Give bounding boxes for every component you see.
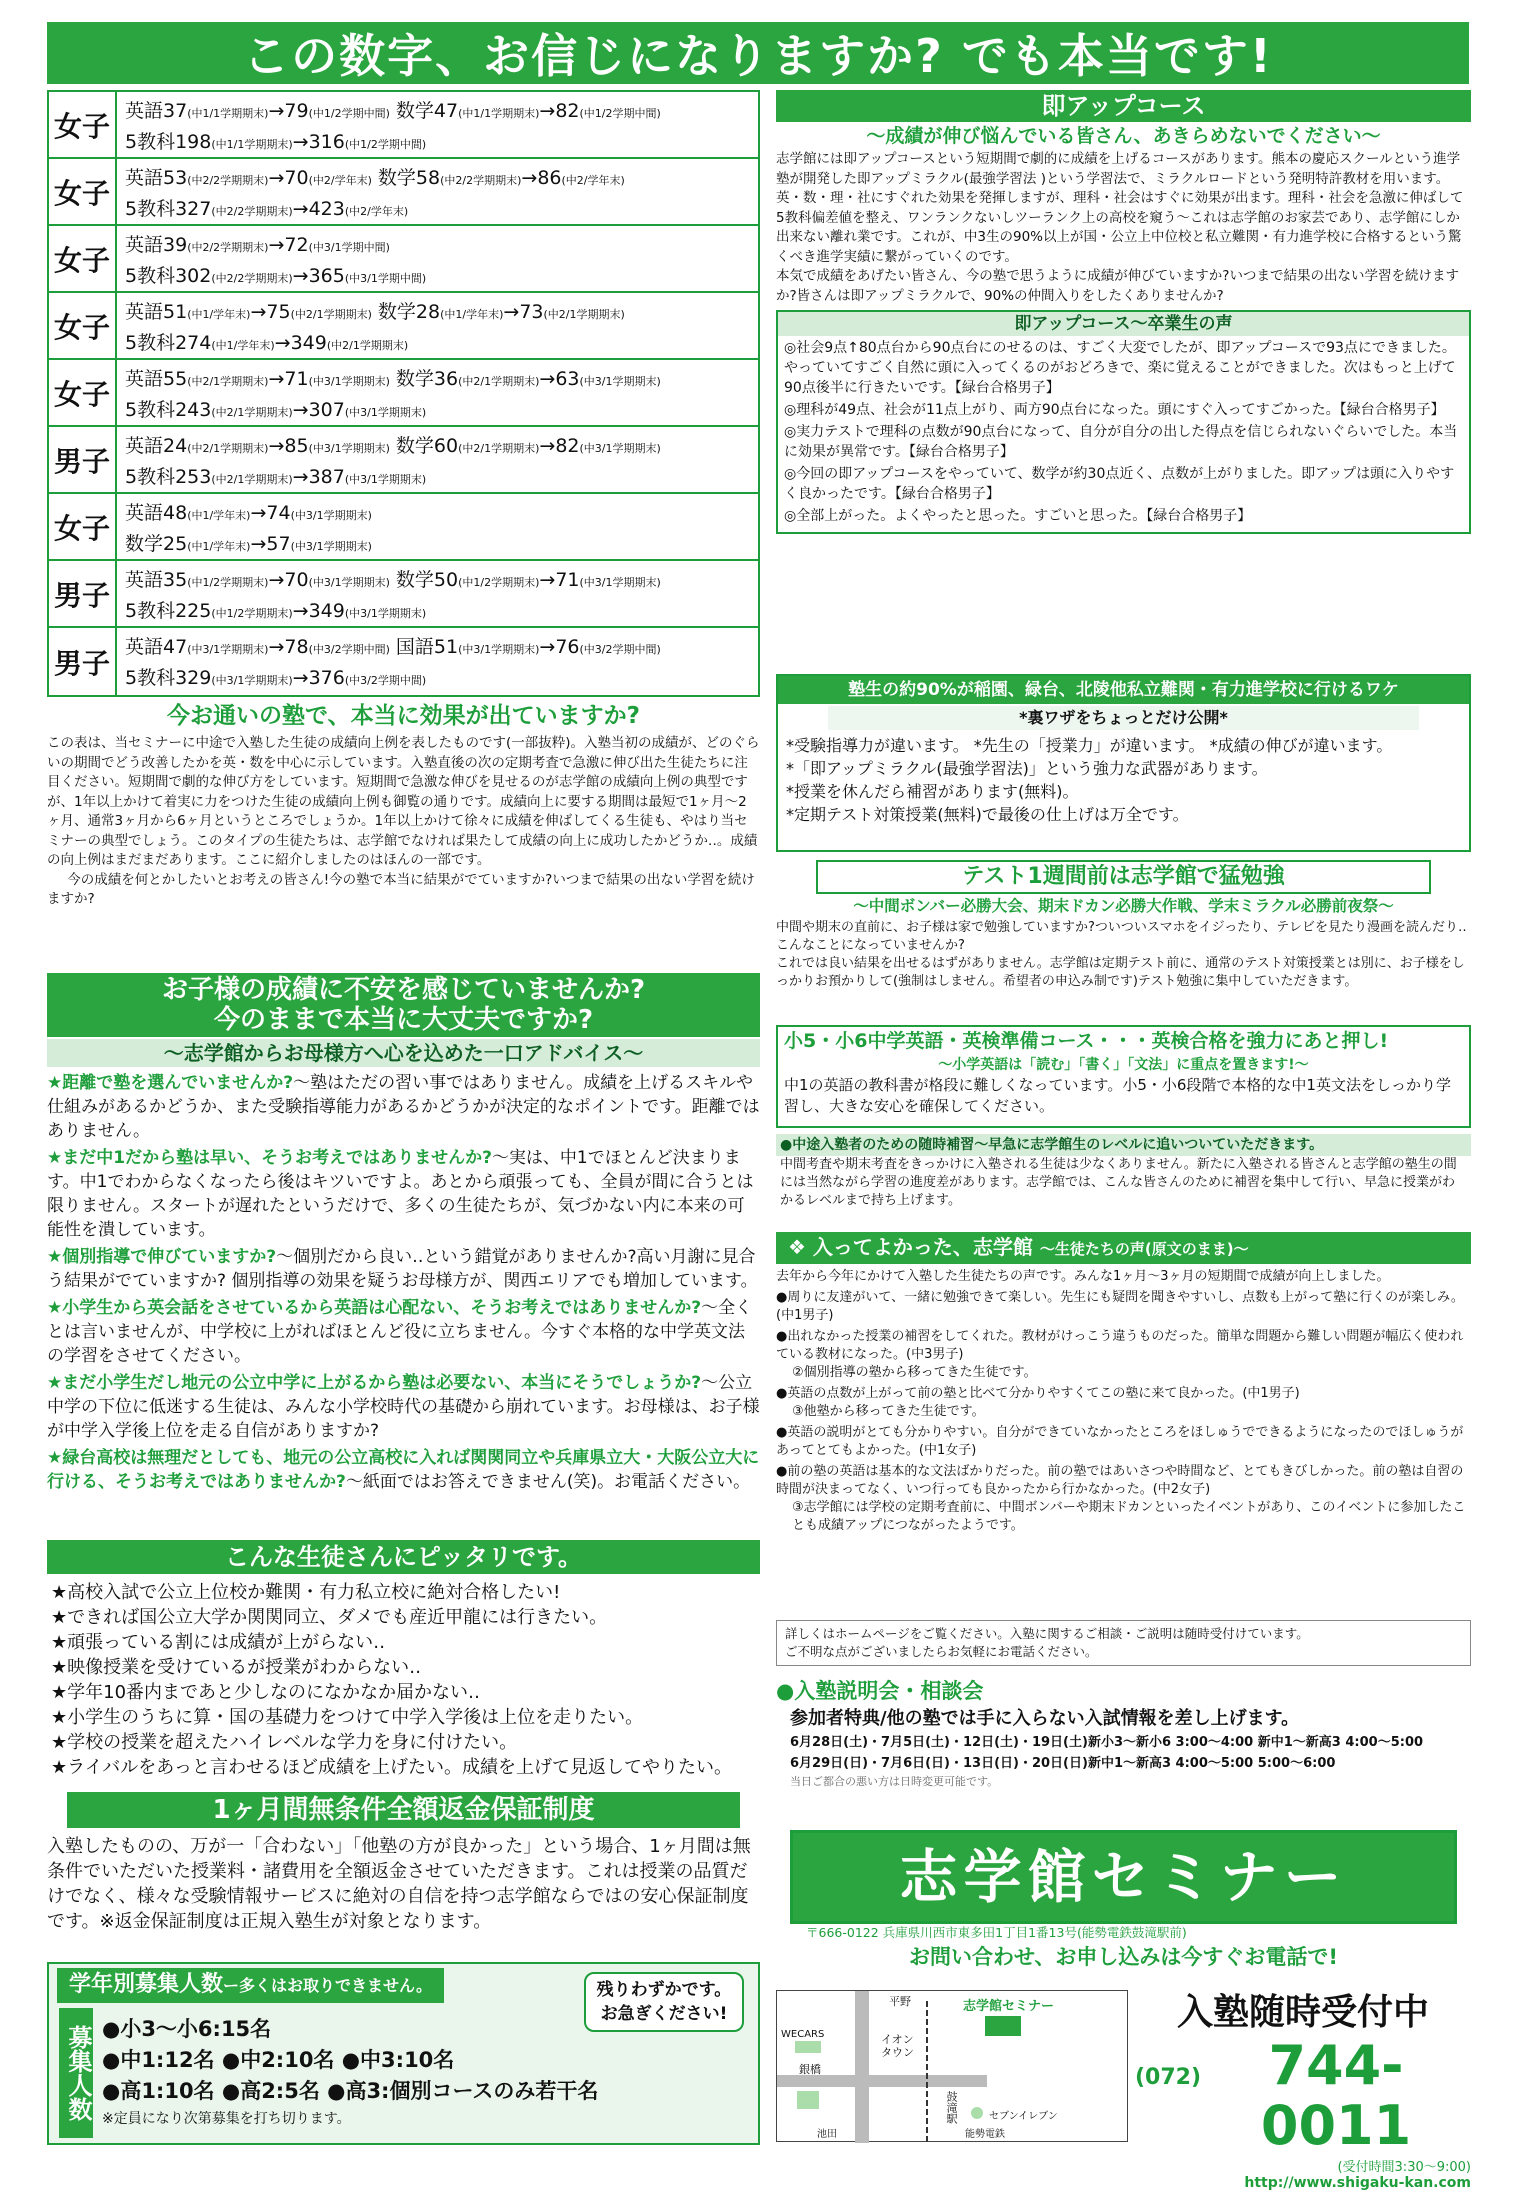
graduate-voice: ◎全部上がった。よくやったと思った。すごいと思った。【緑台合格男子】 [784, 508, 1252, 524]
result-line1: 英語55(中2/1学期期末)→71(中3/1学期期末) 数学36(中2/1学期期末)→63(中3/1学期期末) [125, 368, 661, 390]
advice-answer: 〜実は、中1でほとんど決まります。中1でわからなくなったら後はキツいですよ。あとから頑張っても、全員が間に合うとは限りません。スタートが遅れたというだけで、多くの生徒たちが、気づかない内に本来の可能性を潰しています。 [47, 1148, 754, 1240]
call-now-text: お問い合わせ、お申し込みは今すぐお電話で! [909, 1945, 1338, 1969]
secret-item: *受験指導力が違います。 *先生の「授業力」が違います。 *成績の伸びが違います。 [786, 736, 1393, 755]
advice-item [47, 1071, 760, 1143]
advice-answer: 〜塾はただの習い事ではありません。成績を上げるスキルや仕組みがあるかどうか、また受験指導能力があるかどうかが決定的なポイントです。距離ではありません。 [47, 1073, 760, 1141]
fit-section [47, 1540, 760, 1780]
student-voice-text: ●出れなかった授業の補習をしてくれた。教材がけっこう違うものだった。簡単な問題から難しい問題が幅広く使われている教材になった。(中3男子) [776, 1329, 1464, 1362]
recruit-heading-sub: ー多くはお取りできません。 [223, 1976, 432, 1995]
map-road-vertical [855, 1991, 869, 2143]
secret-item: *定期テスト対策授業(無料)で最後の仕上げは万全です。 [786, 805, 1189, 824]
website-link[interactable]: http://www.shigaku-kan.com [1244, 2175, 1471, 2191]
access-map [776, 1990, 1128, 2142]
result-gender: 女子 [49, 293, 117, 358]
secret-subheading: *裏ワザをちょっとだけ公開* [828, 706, 1419, 730]
guarantee-heading: 1ヶ月間無条件全額返金保証制度 [67, 1792, 740, 1828]
graduate-voice: ◎社会9点↑80点台から90点台にのせるのは、すごく大変でしたが、即アップコースで93点にできました。やっていてすごく自然に頭に入ってくるのがおどろきで、楽に覚えることができました。次はもっと上げて90点後半に行きたいです。【緑台合格男子】 [784, 340, 1456, 396]
test-subheading: 〜中間ボンバー必勝大会、期末ドカン必勝大作戦、学末ミラクル必勝前夜祭〜 [853, 897, 1394, 915]
briefing-section [776, 1676, 1471, 1790]
result-line1: 英語39(中2/2学期期末)→72(中3/1学期中間) [125, 234, 390, 256]
recruit-section [47, 1962, 760, 2145]
recruit-line2: ●中1:12名 ●中2:10名 ●中3:10名 [102, 2048, 455, 2072]
map-label-wecars: WECARS [781, 2029, 825, 2040]
result-line2: 5教科198(中1/1学期期末)→316(中1/2学期中間) [125, 131, 427, 153]
midway-section [776, 1134, 1471, 1210]
result-gender: 女子 [49, 494, 117, 559]
effect-heading: 今お通いの塾で、本当に効果が出ていますか? [167, 703, 640, 729]
upcourse-section [776, 90, 1471, 534]
student-voice-text: ●前の塾の英語は基本的な文法ばかりだった。前の塾ではあいさつや時間など、とてもきびしかった。前の塾は自習の時間が決まってなく、いつ行っても良かったから行かなかった。(中2女子) [776, 1464, 1464, 1497]
result-gender: 女子 [49, 226, 117, 291]
result-line2: 5教科329(中3/1学期期末)→376(中3/2学期中間) [125, 667, 427, 689]
result-line1: 英語53(中2/2学期期末)→70(中2/学年末) 数学58(中2/2学期期末)→86(中2/学年末) [125, 167, 625, 189]
advice-heading2: 今のままで本当に大丈夫ですか? [213, 1005, 594, 1035]
result-line2: 5教科225(中1/2学期期末)→349(中3/1学期期末) [125, 600, 427, 622]
map-label-school: 志学館セミナー [963, 1999, 1055, 2014]
graduate-voice: ◎今回の即アップコースをやっていて、数学が約30点近く、点数が上がりました。即アップは頭に入りやすく良かったです。【緑台合格男子】 [784, 466, 1455, 502]
english-section [776, 1025, 1471, 1128]
result-gender: 男子 [49, 628, 117, 695]
student-voice-list [776, 1289, 1471, 1535]
advice-item [47, 1446, 760, 1494]
advice-question: ★まだ小学生だし地元の公立中学に上がるから塾は必要ない、本当にそうでしょうか? [47, 1373, 702, 1393]
graduate-voice: ◎実力テストで理科の点数が90点台になって、自分が自分の出した得点を信じられないぐらいでした。本当に効果が異常です。【緑台合格男子】 [784, 424, 1458, 460]
results-table [47, 90, 760, 697]
graduate-voice: ◎理科が49点、社会が11点上がり、両方90点台になった。頭にすぐ入ってすごかった。【緑台合格男子】 [784, 402, 1445, 418]
recruit-line1: ●小3〜小6:15名 [102, 2017, 272, 2041]
test-body: 中間や期末の直前に、お子様は家で勉強していますか?ついついスマホをイジったり、テレビを見たり漫画を読んだり‥こんなことになっていませんか? [776, 920, 1467, 953]
guarantee-body: 入塾したものの、万が一「合わない」「他塾の方が良かった」という場合、1ヶ月間は無条件でいただいた授業料・諸費用を全額返金させていただきます。これは授業の品質だけでなく、様々な受験情報サービスに絶対の自信を持つ志学館ならではの安心保証制度です。※返金保証制度は正規入塾生が対象となります。 [47, 1836, 751, 1932]
secret-item: *授業を休んだら補習があります(無料)。 [786, 782, 1079, 801]
result-line2: 5教科253(中2/1学期期末)→387(中3/1学期期末) [125, 466, 427, 488]
upcourse-body: 志学館には即アップコースという短期間で劇的に成績を上げるコースがあります。熊本の慶応スクールという進学塾が開発した即アップミラクル(最強学習法 )という学習法で、ミラクルロードという発明特許教材を用います。英・数・理・社にすぐれた効果を発揮しますが、理科・社会はすぐに効果が出ます。理科・社会を急激に伸ばして5教科偏差値を整え、ワンランクないしツーランク上の高校を窺う〜これは志学館のお家芸であり、志学館にしか出来ない離れ業です。これが、中3生の90%以上が国・公立上中位校と私立難関・有力進学校に合格するという驚くべき進学実績に繋がっていくのです。 [776, 151, 1464, 265]
result-row [49, 427, 758, 494]
school-logo: 志学館セミナー [790, 1830, 1457, 1924]
phone-area-code[interactable]: (072) [1135, 2065, 1202, 2090]
fit-item: ★ライバルをあっと言わせるほど成績を上げたい。成績を上げて見返してやりたい。 [51, 1757, 733, 1778]
accept-text: 入塾随時受付中 [1176, 1992, 1429, 2033]
advice-answer: 〜個別だから良い‥という錯覚がありませんか?高い月謝に見合う結果がでていますか? 個別指導の効果を疑うお母様方が、関西エリアでも増加しています。 [47, 1247, 758, 1291]
student-voice-remark: ③志学館には学校の定期考査前に、中間ボンバーや期末ドカンといったイベントがあり、このイベントに参加したことも成績アップにつながったようです。 [792, 1500, 1466, 1533]
advice-item [47, 1146, 760, 1242]
result-row [49, 226, 758, 293]
midway-heading: ●中途入塾者のための随時補習〜早急に志学館生のレベルに追いついていただきます。 [776, 1134, 1471, 1156]
english-heading: 小5・小6中学英語・英検準備コース・・・英検合格を強力にあと押し! [784, 1030, 1389, 1052]
english-subheading: 〜小学英語は「読む」「書く」「文法」に重点を置きます!〜 [938, 1057, 1309, 1073]
advice-question: ★小学生から英会話をさせているから英語は心配ない、そうお考えではありませんか? [47, 1298, 702, 1318]
english-body: 中1の英語の教科書が格段に難しくなっています。小5・小6段階で本格的な中1英文法をしっかり学習し、大きな安心を確保してください。 [784, 1076, 1451, 1115]
student-voice-text: ●英語の点数が上がって前の塾と比べて分かりやすくてこの塾に来て良かった。(中1男子) [776, 1386, 1300, 1401]
advice-answer: 〜紙面ではお答えできません(笑)。お電話ください。 [345, 1472, 751, 1492]
result-line1: 英語24(中2/1学期期末)→85(中3/1学期期末) 数学60(中2/1学期期末)→82(中3/1学期期末) [125, 435, 661, 457]
student-voice-text: ●周りに友達がいて、一緒に勉強できて楽しい。先生にも疑問を聞きやすいし、点数も上がって塾に行くのが楽しみ。(中1男子) [776, 1290, 1464, 1323]
map-school-marker [985, 2016, 1021, 2036]
advice-section [47, 973, 760, 1497]
result-row [49, 293, 758, 360]
briefing-note: 当日ご都合の悪い方は日時変更可能です。 [790, 1775, 999, 1788]
recruit-heading: 学年別募集人数 [69, 1972, 224, 1997]
result-row [49, 561, 758, 628]
upcourse-subheading: 〜成績が伸び悩んでいる皆さん、あきらめないでください〜 [866, 125, 1381, 147]
guarantee-section [47, 1792, 760, 1934]
map-seven-marker [971, 2107, 983, 2119]
map-label-station: 鼓滝駅 [945, 2091, 958, 2124]
recruit-side-label: 募集人数 [59, 2008, 93, 2138]
reception-hours: (受付時間3:30〜9:00) [1337, 2160, 1471, 2175]
fit-item: ★高校入試で公立上位校か難関・有力私立校に絶対合格したい! [51, 1582, 561, 1603]
student-voice-intro: 去年から今年にかけて入塾した生徒たちの声です。みんな1ヶ月〜3ヶ月の短期間で成績が向上しました。 [776, 1269, 1390, 1284]
secret-heading: 塾生の約90%が稲園、緑台、北陵他私立難関・有力進学校に行けるワケ [778, 676, 1469, 704]
result-line2: 数学25(中1/学年末)→57(中3/1学期期末) [125, 533, 372, 555]
upcourse-heading: 即アップコース [776, 90, 1471, 122]
briefing-date1: 6月28日(土)・7月5日(土)・12日(土)・19日(土)新小3〜新小6 3:00〜4:00 新中1〜新高3 4:00〜5:00 [790, 1735, 1424, 1750]
detail-box [776, 1620, 1471, 1666]
school-address: 〒666-0122 兵庫県川西市東多田1丁目1番13号(能勢電鉄鼓滝駅前) [806, 1925, 1187, 1940]
effect-body2: 今の成績を何とかしたいとお考えの皆さん!今の塾で本当に結果がでていますか?いつまで結果の出ない学習を続けますか? [47, 871, 755, 907]
briefing-perk: 参加者特典/他の塾では手に入らない入試情報を差し上げます。 [790, 1708, 1300, 1729]
student-voice-text: ●英語の説明がとても分かりやすい。自分ができていなかったところをほしゅうでできるようになったのでほしゅうがあってとてもよかった。(中1女子) [776, 1425, 1464, 1458]
result-line2: 5教科327(中2/2学期期末)→423(中2/学年末) [125, 198, 409, 220]
fit-item: ★学校の授業を超えたハイレベルな学力を身に付けたい。 [51, 1732, 518, 1753]
student-voice [776, 1289, 1471, 1325]
student-voice [776, 1463, 1471, 1535]
result-line2: 5教科243(中2/1学期期末)→307(中3/1学期期末) [125, 399, 427, 421]
test-heading: テスト1週間前は志学館で猛勉強 [816, 860, 1431, 894]
school-section [776, 1830, 1471, 1972]
result-line1: 英語51(中1/学年末)→75(中2/1学期期末) 数学28(中1/学年末)→73(中2/1学期期末) [125, 301, 625, 323]
phone-number[interactable]: 744-0011 [1260, 2034, 1412, 2157]
student-voice-heading-sub: 〜生徒たちの声(原文のまま)〜 [1039, 1240, 1249, 1258]
recruit-line3: ●高1:10名 ●高2:5名 ●高3:個別コースのみ若干名 [102, 2079, 599, 2103]
student-voice-heading: 入ってよかった、志学館 [812, 1235, 1033, 1259]
result-row [49, 628, 758, 695]
midway-body: 中間考査や期末考査をきっかけに入塾される生徒は少なくありません。新たに入塾される皆さんと志学館の塾生の間には当然ながら学習の進度差があります。志学館では、こんな皆さんのために補習を集中して行い、早急に授業がわかるレベルまで持ち上げます。 [780, 1157, 1457, 1208]
fit-item: ★頑張っている割には成績が上がらない‥ [51, 1632, 386, 1653]
map-label-hirano: 平野 [889, 1995, 911, 2008]
result-line1: 英語47(中3/1学期期末)→78(中3/2学期中間) 国語51(中3/1学期期末)→76(中3/2学期中間) [125, 636, 661, 658]
effect-section [47, 700, 760, 910]
map-bank-marker [797, 2091, 819, 2109]
result-line2: 5教科274(中1/学年末)→349(中2/1学期期末) [125, 332, 409, 354]
secret-item: *「即アップミラクル(最強学習法)」という強力な武器があります。 [786, 759, 1268, 778]
fit-list [47, 1580, 760, 1780]
advice-question: ★個別指導で伸びていますか? [47, 1247, 277, 1267]
effect-body: この表は、当セミナーに中途で入塾した生徒の成績向上例を表したものです(一部抜粋)。入塾当初の成績が、どのぐらいの期間でどう改善したかを英・数を中心に示しています。入塾直後の次の定期考査で急激に伸び出た生徒たちに注目ください。短期間で劇的な伸び方をしています。短期間で急激な伸びを見せるのが志学館の成績向上例の典型ですが、1年以上かけて着実に力をつけた生徒の成績向上例も御覧の通りです。成績向上に要する期間は最短で1ヶ月〜2ヶ月、通常3ヶ月から6ヶ月というところでしょうか。1年以上かけて徐々に成績を伸ばしてくる生徒も、やはり当セミナーの典型でしょう。このタイプの生徒たちは、志学館でなければ果たして成績の向上に成功したかどうか‥。成績の向上例はまだまだあります。ここに紹介しましたのはほんの一部です。 [47, 735, 760, 868]
map-label-ginbashi: 銀橋 [799, 2063, 821, 2076]
result-gender: 女子 [49, 92, 117, 157]
result-gender: 女子 [49, 159, 117, 224]
advice-item [47, 1371, 760, 1443]
result-line1: 英語35(中1/2学期期末)→70(中3/1学期期末) 数学50(中1/2学期期末)→71(中3/1学期期末) [125, 569, 661, 591]
result-row [49, 360, 758, 427]
result-row [49, 92, 758, 159]
briefing-date2: 6月29日(日)・7月6日(日)・13日(日)・20日(日)新中1〜新高3 4:00〜5:00 5:00〜6:00 [790, 1756, 1336, 1771]
sparkle-icon: ❖ [788, 1235, 806, 1259]
student-voice-remark: ③他塾から移ってきた生徒です。 [792, 1404, 985, 1419]
advice-question: ★距離で塾を選んでいませんか? [47, 1073, 294, 1093]
result-row [49, 494, 758, 561]
student-voice [776, 1328, 1471, 1382]
secret-list [778, 732, 1469, 828]
result-gender: 男子 [49, 561, 117, 626]
map-wecars-marker [795, 2041, 821, 2053]
advice-answer: 〜全くとは言いませんが、中学校に上がればほとんど役に立ちません。今すぐ本格的な中学英文法の学習をさせてください。 [47, 1298, 753, 1366]
student-voice [776, 1385, 1471, 1421]
advice-question: ★緑台高校は無理だとしても、地元の公立高校に入れば関関同立や兵庫県立大・大阪公立大に行ける、そうお考えではありませんか? [47, 1448, 760, 1492]
advice-item [47, 1245, 760, 1293]
detail-line2: ご不明な点がございましたらお気軽にお電話ください。 [785, 1644, 1098, 1659]
graduate-voices [778, 336, 1469, 530]
map-label-ikeda: 池田 [817, 2129, 837, 2140]
result-line2: 5教科302(中2/2学期期末)→365(中3/1学期中間) [125, 265, 427, 287]
result-gender: 男子 [49, 427, 117, 492]
page-title: この数字、お信じになりますか? でも本当です! [47, 22, 1469, 84]
voice-heading: 即アップコース〜卒業生の声 [778, 312, 1469, 336]
fit-item: ★学年10番内まであと少しなのになかなか届かない‥ [51, 1682, 481, 1703]
result-line1: 英語48(中1/学年末)→74(中3/1学期期末) [125, 502, 372, 524]
advice-list [47, 1071, 760, 1494]
advice-item [47, 1296, 760, 1368]
fit-item: ★小学生のうちに算・国の基礎力をつけて中学入学後は上位を走りたい。 [51, 1707, 644, 1728]
fit-item: ★できれば国公立大学か関関同立、ダメでも産近甲龍には行きたい。 [51, 1607, 608, 1628]
advice-heading1: お子様の成績に不安を感じていませんか? [161, 975, 646, 1005]
recruit-note: ※定員になり次第募集を打ち切ります。 [102, 2111, 351, 2127]
detail-line1: 詳しくはホームページをご覧ください。入塾に関するご相談・ご説明は随時受付けています。 [785, 1626, 1309, 1641]
fit-heading: こんな生徒さんにピッタリです。 [47, 1540, 760, 1574]
student-voice-section [776, 1232, 1471, 1535]
contact-section [1135, 1990, 1471, 2191]
map-label-aeon: イオン タウン [881, 2033, 914, 2059]
result-line1: 英語37(中1/1学期期末)→79(中1/2学期中間) 数学47(中1/1学期期末)→82(中1/2学期中間) [125, 100, 661, 122]
upcourse-body2: 本気で成績をあげたい皆さん、今の塾で思うように成績が伸びていますか?いつまで結果の出ない学習を続けますか?皆さんは即アップミラクルで、90%の仲間入りをしたくありませんか? [776, 268, 1459, 304]
recruit-notice: 残りわずかです。お急ぎください! [584, 1972, 744, 2032]
briefing-heading: ●入塾説明会・相談会 [776, 1679, 984, 1703]
test-section [776, 860, 1471, 991]
fit-item: ★映像授業を受けているが授業がわからない‥ [51, 1657, 422, 1678]
map-label-seven: セブンイレブン [989, 2111, 1058, 2122]
student-voice-remark: ②個別指導の塾から移ってきた生徒です。 [792, 1365, 1037, 1380]
advice-question: ★まだ中1だから塾は早い、そうお考えではありませんか? [47, 1148, 492, 1168]
secret-section [776, 674, 1471, 852]
result-row [49, 159, 758, 226]
test-body2: これでは良い結果を出せるはずがありません。志学館は定期テスト前に、通常のテスト対策授業とは別に、お子様をしっかりお預かりして(強制はしません。希望者の申込み制です)テスト勉強に集中していただきます。 [776, 956, 1465, 989]
result-gender: 女子 [49, 360, 117, 425]
student-voice [776, 1424, 1471, 1460]
map-label-line: 能勢電鉄 [965, 2129, 1005, 2140]
advice-answer: 〜公立中学の下位に低迷する生徒は、みんな小学校時代の基礎から崩れています。お母様は、お子様が中学入学後上位を走る自信がありますか? [47, 1373, 760, 1441]
advice-subheading: 〜志学館からお母様方へ心を込めた一口アドバイス〜 [47, 1039, 760, 1067]
